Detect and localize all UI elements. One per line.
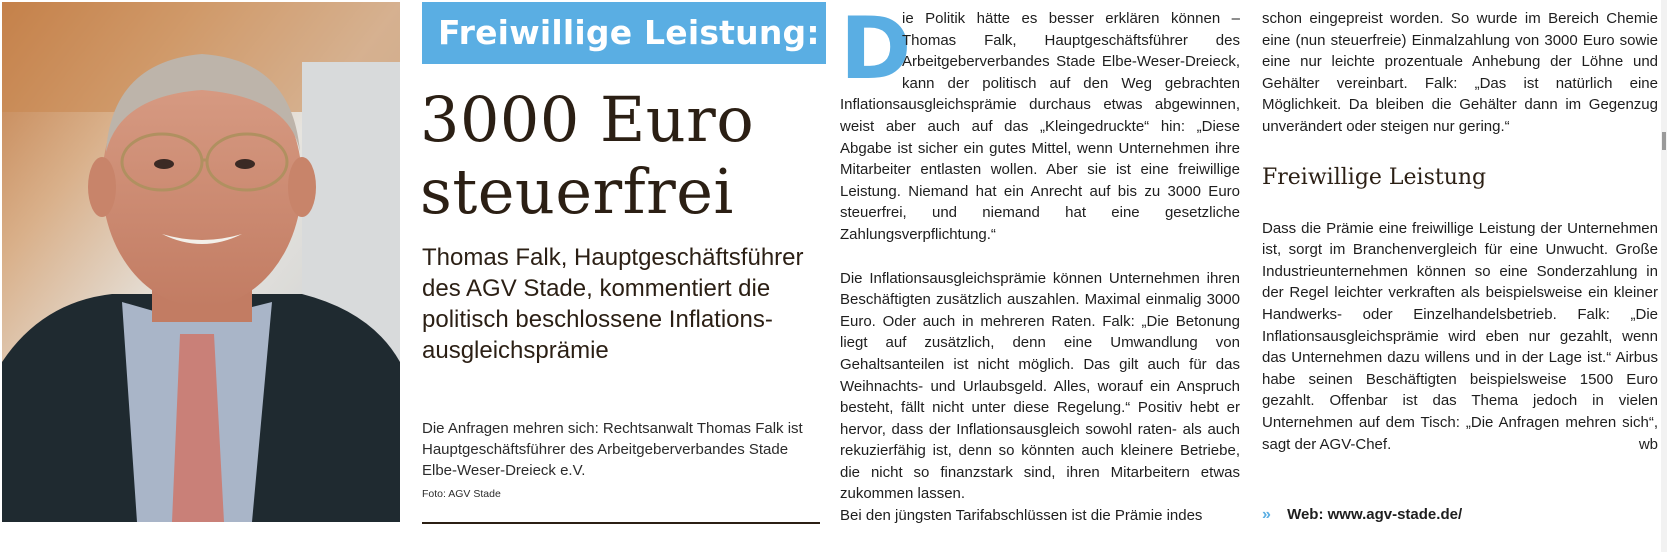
- article-paragraph-text: Dass die Prämie eine freiwillige Leistung der Unternehmen ist, sorgt im Branchenvergleich für eine Unwucht. Große Industrieunternehmen können so eine Sonderzahlung in der Regel leichter verkraften als beispielsweise ein kleiner Handwerks- oder Einzelhandelsbetrieb. Falk: „Die Inflationsausgleichsprämie wird eben nur gezahlt, wenn das Unternehmen dazu willens und in der Lage ist.“ Airbus habe seinen Beschäftigten beispielsweise 1500 Euro gezahlt. Offenbar ist das Thema jedoch in vielen Unternehmen auf dem Tisch: „Die Anfragen mehren sich“, sagt der AGV-Chef.: [1262, 219, 1658, 453]
- drop-cap: D: [840, 0, 912, 99]
- headline-line-1: 3000 Euro: [420, 83, 755, 156]
- article-paragraph: Die Inflationsausgleichsprämie können Unternehmen ihren Beschäftigten zusätzlich auszahlen. Maximal einmalig 3000 Euro. Oder auch in mehreren Raten. Falk: „Die Betonung liegt auf zusätzlich, denn eine Umwandlung von Gehaltsanteilen ist nicht möglich. Das gilt auch für das Weihnachts- und Urlaubsgeld. Alles, worauf ein Anspruch besteht, fällt nicht unter diese Regelung.“ Positiv hebt er hervor, dass der Inflationsausgleich sowohl raten- als auch rekuzierfähig ist, denn so könnten auch kleinere Betriebe, die nicht so finanzstark sind, ihren Mitarbeitern etwas zukommen lassen.: [840, 269, 1240, 503]
- web-link-text[interactable]: Web: www.agv-stade.de/: [1287, 506, 1463, 523]
- portrait-photo: [2, 2, 400, 522]
- photo-credit: Foto: AGV Stade: [422, 488, 501, 500]
- article-column-2: [1262, 8, 1658, 455]
- scrollbar-thumb[interactable]: [1662, 132, 1666, 150]
- double-chevron-right-icon: »: [1262, 506, 1271, 523]
- section-subheading: Freiwillige Leistung: [1262, 164, 1487, 190]
- portrait-illustration: [2, 2, 400, 522]
- article-paragraph: ie Politik hätte es besser erklären können – Thomas Falk, Hauptgeschäftsführer des Arbeitgeberverbandes Stade Elbe-Weser-Dreieck, kann der politisch auf den Weg gebrachten Inflationsausgleichsprämie durchaus etwas abgewinnen, weist aber auch auf das „Kleingedruckte“ hin: „Diese Abgabe ist sicher ein gutes Mittel, wenn Unternehmen ihre Mitarbeiter entlasten wollen. Aber sie ist eine freiwillige Leistung. Niemand hat ein Anrecht auf bis zu 3000 Euro steuerfrei, und niemand hat eine gesetzliche Zahlungsverpflichtung.“: [840, 10, 1240, 243]
- article-paragraph: [1262, 218, 1658, 456]
- author-signature: wb: [1638, 435, 1658, 453]
- web-link[interactable]: [1262, 506, 1462, 524]
- subheadline: Thomas Falk, Hauptgeschäftsführer des AGV Stade, kommentiert die politisch beschlossene Inflations-ausgleichsprämie: [422, 244, 804, 364]
- photo-caption: Die Anfragen mehren sich: Rechtsanwalt Thomas Falk ist Hauptgeschäftsführer des Arbeitgeberverbandes Stade Elbe-Weser-Dreieck e.V.: [422, 420, 803, 479]
- kicker-banner: Freiwillige Leistung:: [422, 2, 826, 64]
- headline-line-2: steuerfrei: [420, 155, 734, 228]
- article-paragraph: Bei den jüngsten Tarifabschlüssen ist die Prämie indes: [840, 507, 1203, 525]
- scrollbar[interactable]: [1661, 0, 1667, 552]
- divider-rule: [422, 522, 820, 524]
- article-paragraph: schon eingepreist worden. So wurde im Bereich Chemie eine (nun steuerfreie) Einmalzahlung von 3000 Euro sowie eine nur leichte prozentuale Anhebung der Löhne und Gehälter vereinbart. Falk: „Das ist natürlich eine Möglichkeit. Da bleiben die Gehälter dann im Gegenzug unverändert oder steigen nur gering.“: [1262, 10, 1658, 135]
- article-column-1: [840, 0, 1240, 527]
- headline: [420, 84, 830, 228]
